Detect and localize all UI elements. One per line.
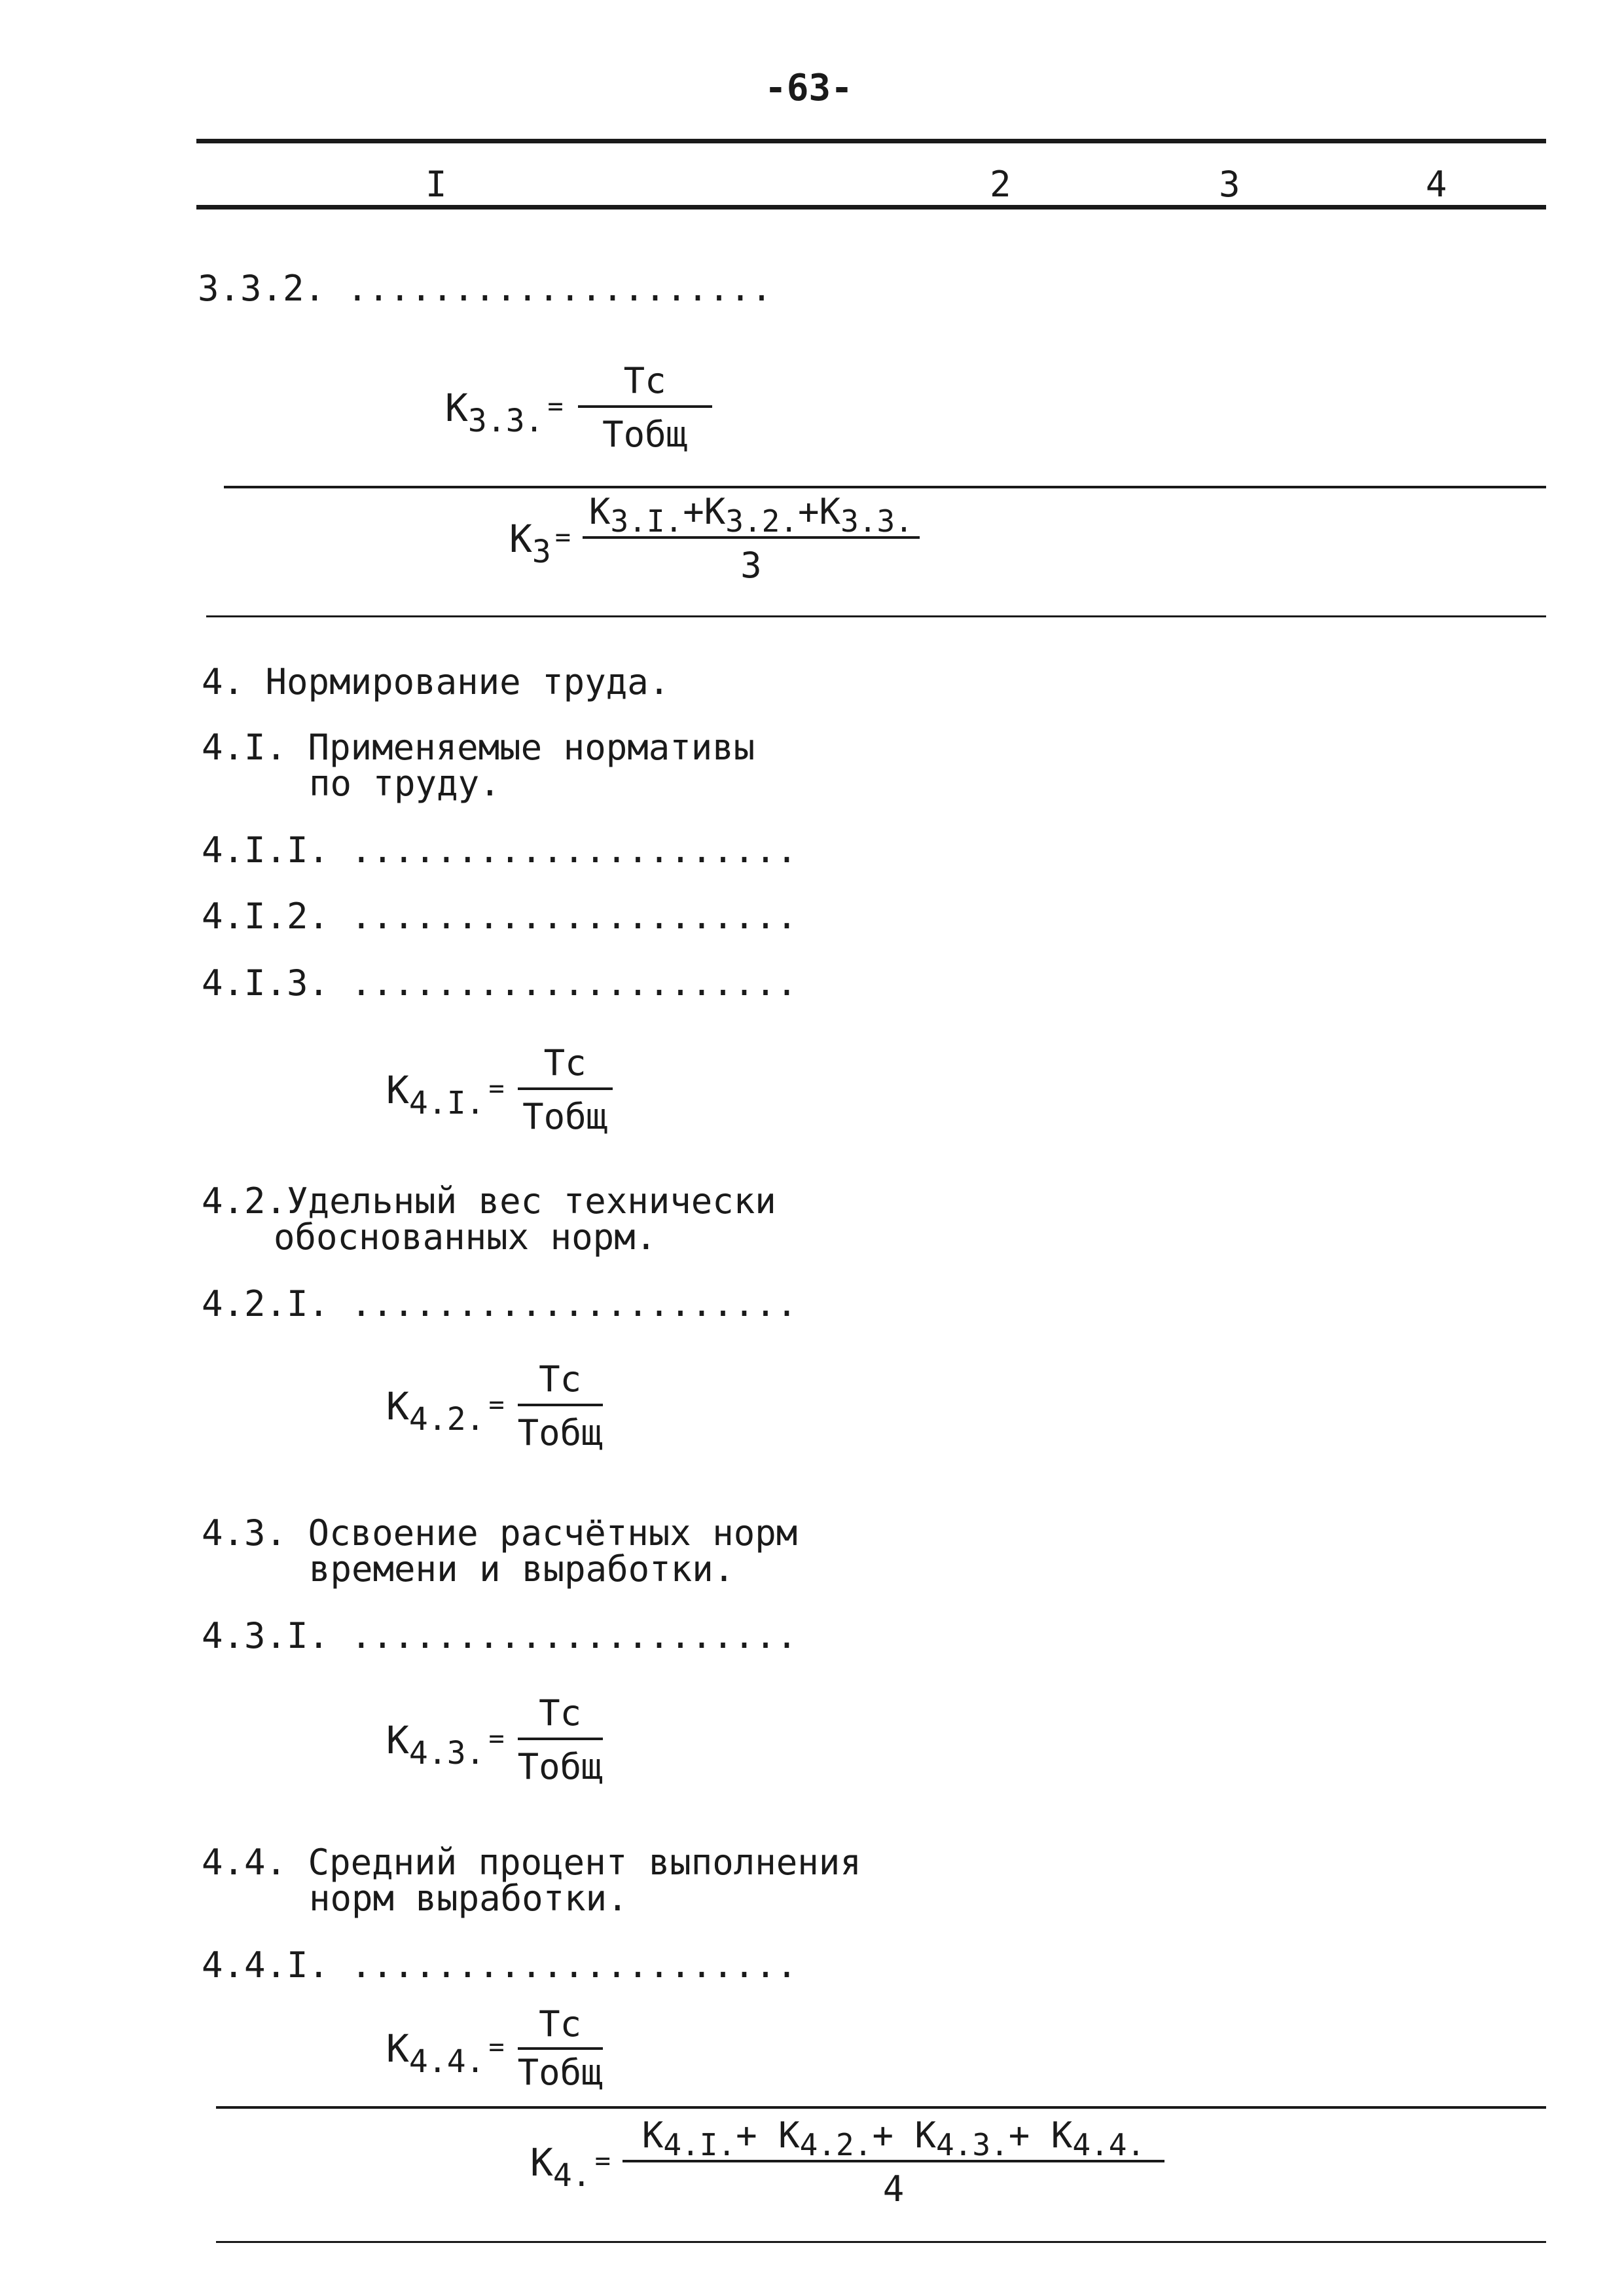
section-rule xyxy=(206,615,1546,617)
formula-equals: = xyxy=(594,2146,611,2176)
item-4-1-title: 4.I. Применяемые нормативы xyxy=(202,727,755,768)
formula-symbol: К xyxy=(386,1384,409,1429)
item-4-3-1: 4.3.I. ..................... xyxy=(202,1615,798,1656)
column-header-3: 3 xyxy=(1219,164,1240,205)
table-top-rule xyxy=(196,139,1546,143)
fraction-numerator: Тс xyxy=(518,1362,603,1406)
fraction-denominator: 4 xyxy=(882,2168,905,2210)
bottom-rule xyxy=(216,2241,1546,2243)
formula-subscript: 4.3. xyxy=(408,1735,485,1772)
item-4-1-3: 4.I.3. ..................... xyxy=(202,962,798,1004)
fraction-numerator: Тс xyxy=(578,363,712,408)
formula-subscript: 4.4. xyxy=(408,2043,485,2080)
fraction-numerator: Тс xyxy=(518,2007,603,2050)
formula-k4-3 xyxy=(386,1692,603,1787)
item-4-4-1: 4.4.I. ..................... xyxy=(202,1944,798,1986)
item-4-2-1: 4.2.I. ..................... xyxy=(202,1283,798,1324)
fraction xyxy=(518,1042,613,1137)
formula-subscript: 3.3. xyxy=(467,403,544,439)
fraction xyxy=(578,360,712,455)
item-4-2-title-cont: обоснованных норм. xyxy=(274,1216,657,1258)
formula-k3 xyxy=(509,491,920,586)
formula-k4 xyxy=(530,2115,1164,2210)
formula-subscript: 4.2. xyxy=(408,1401,485,1438)
fraction-denominator: Тобщ xyxy=(522,1096,608,1137)
fraction xyxy=(623,2115,1164,2210)
formula-k3-3 xyxy=(445,360,712,455)
column-header-1: I xyxy=(425,164,447,205)
item-4-1-2: 4.I.2. ..................... xyxy=(202,896,798,937)
table-header-rule xyxy=(196,205,1546,210)
fraction xyxy=(583,491,920,586)
formula-symbol: К xyxy=(509,517,532,561)
formula-symbol: К xyxy=(386,1068,409,1112)
fraction xyxy=(517,1358,603,1453)
fraction-numerator: К4.I.+ К4.2.+ К4.3.+ К4.4. xyxy=(623,2118,1164,2162)
item-4-1-1: 4.I.I. ..................... xyxy=(202,829,798,871)
fraction xyxy=(517,2003,603,2093)
fraction-denominator: Тобщ xyxy=(517,2052,603,2093)
fraction xyxy=(517,1692,603,1787)
fraction-denominator: Тобщ xyxy=(517,1412,603,1453)
item-4-3-title: 4.3. Освоение расчётных норм xyxy=(202,1512,798,1554)
fraction-numerator: Тс xyxy=(518,1046,613,1090)
fraction-numerator: Тс xyxy=(518,1696,603,1740)
formula-subscript: 4.I. xyxy=(408,1085,485,1121)
page-number: -63- xyxy=(765,67,853,109)
section-4-title: 4. Нормирование труда. xyxy=(202,661,670,702)
item-4-4-title: 4.4. Средний процент выполнения xyxy=(202,1842,861,1883)
fraction-denominator: Тобщ xyxy=(602,414,688,455)
fraction-denominator: Тобщ xyxy=(517,1746,603,1787)
formula-equals: = xyxy=(554,522,571,553)
formula-symbol: К xyxy=(386,2026,409,2071)
formula-subscript: 4. xyxy=(552,2157,591,2194)
formula-k4-2 xyxy=(386,1358,603,1453)
formula-equals: = xyxy=(488,2032,505,2062)
fraction-numerator: К3.I.+К3.2.+К3.3. xyxy=(583,494,920,539)
item-4-1-title-cont: по труду. xyxy=(309,763,501,804)
formula-equals: = xyxy=(488,1390,505,1420)
formula-equals: = xyxy=(547,392,564,422)
item-4-3-title-cont: времени и выработки. xyxy=(309,1548,735,1590)
item-3-3-2: 3.3.2. .................... xyxy=(198,268,772,309)
item-4-4-title-cont: норм выработки. xyxy=(309,1878,628,1919)
formula-subscript: 3 xyxy=(532,534,551,570)
formula-k4-4 xyxy=(386,2003,603,2093)
formula-symbol: К xyxy=(530,2140,553,2185)
formula-symbol: К xyxy=(445,386,468,430)
fraction-denominator: 3 xyxy=(740,545,762,586)
formula-equals: = xyxy=(488,1074,505,1104)
column-header-4: 4 xyxy=(1426,164,1447,205)
section-rule xyxy=(224,486,1546,488)
formula-equals: = xyxy=(488,1724,505,1754)
column-header-2: 2 xyxy=(990,164,1011,205)
section-rule xyxy=(216,2106,1546,2109)
formula-k4-1 xyxy=(386,1042,613,1137)
item-4-2-title: 4.2.Удельный вес технически xyxy=(202,1180,776,1222)
formula-symbol: К xyxy=(386,1718,409,1762)
